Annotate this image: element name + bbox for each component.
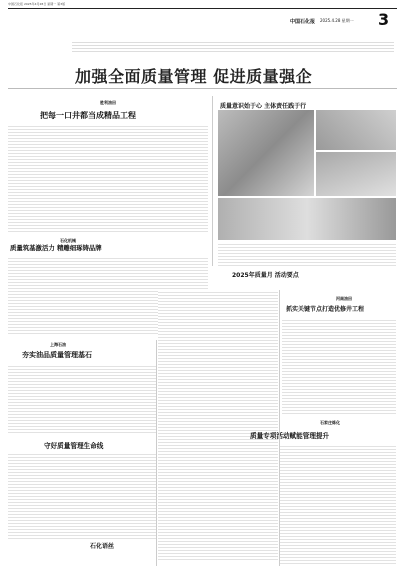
article-body bbox=[158, 290, 278, 560]
article-headline: 把每一口井都当成精品工程 bbox=[40, 111, 136, 120]
article-headline: 2025年质量月 活动要点 bbox=[232, 272, 299, 279]
article-body bbox=[8, 124, 208, 234]
article-body bbox=[280, 444, 396, 566]
article-headline: 质量意识始于心 主体责任践于行 bbox=[220, 103, 307, 110]
feature-photo bbox=[218, 110, 314, 196]
paper-name: 中国石化报 bbox=[290, 19, 316, 25]
article-headline: 质量专项活动赋能管理提升 bbox=[250, 432, 330, 440]
feature-photo bbox=[316, 152, 396, 196]
issue-date: 2025.4.28 星期一 bbox=[320, 18, 354, 23]
article-kicker: 胜利油田 bbox=[100, 100, 116, 105]
feature-photo bbox=[218, 198, 396, 240]
banner-headline: 加强全面质量管理 促进质量强企 bbox=[75, 67, 313, 86]
article-headline: 夯实油品质量管理基石 bbox=[22, 351, 92, 359]
article-body bbox=[282, 318, 396, 414]
banner-rule bbox=[8, 88, 397, 89]
top-strip: 中国石化报 2025年4月28日 星期一 第3版 bbox=[8, 2, 66, 6]
header-rule bbox=[8, 8, 397, 9]
article-body bbox=[8, 364, 156, 434]
photo-captions bbox=[218, 242, 396, 266]
article-kicker: 石化机械 bbox=[60, 238, 76, 243]
page-number: 3 bbox=[378, 10, 390, 29]
article-kicker: 石家庄炼化 bbox=[320, 420, 340, 425]
article-kicker: 上海石油 bbox=[50, 342, 66, 347]
article-kicker: 河南油田 bbox=[336, 296, 352, 301]
column-logo: 石化语丝 bbox=[90, 543, 115, 550]
article-headline: 抓实关键节点打造优修井工程 bbox=[286, 306, 365, 313]
article-headline: 质量筑基激活力 精雕细琢铸品牌 bbox=[10, 244, 102, 252]
feature-photo bbox=[316, 110, 396, 150]
column-divider bbox=[279, 290, 280, 566]
column-divider bbox=[156, 340, 157, 566]
article-body bbox=[8, 452, 156, 540]
article-headline: 守好质量管理生命线 bbox=[44, 442, 104, 450]
editor-note bbox=[72, 40, 394, 54]
column-divider bbox=[212, 96, 213, 266]
